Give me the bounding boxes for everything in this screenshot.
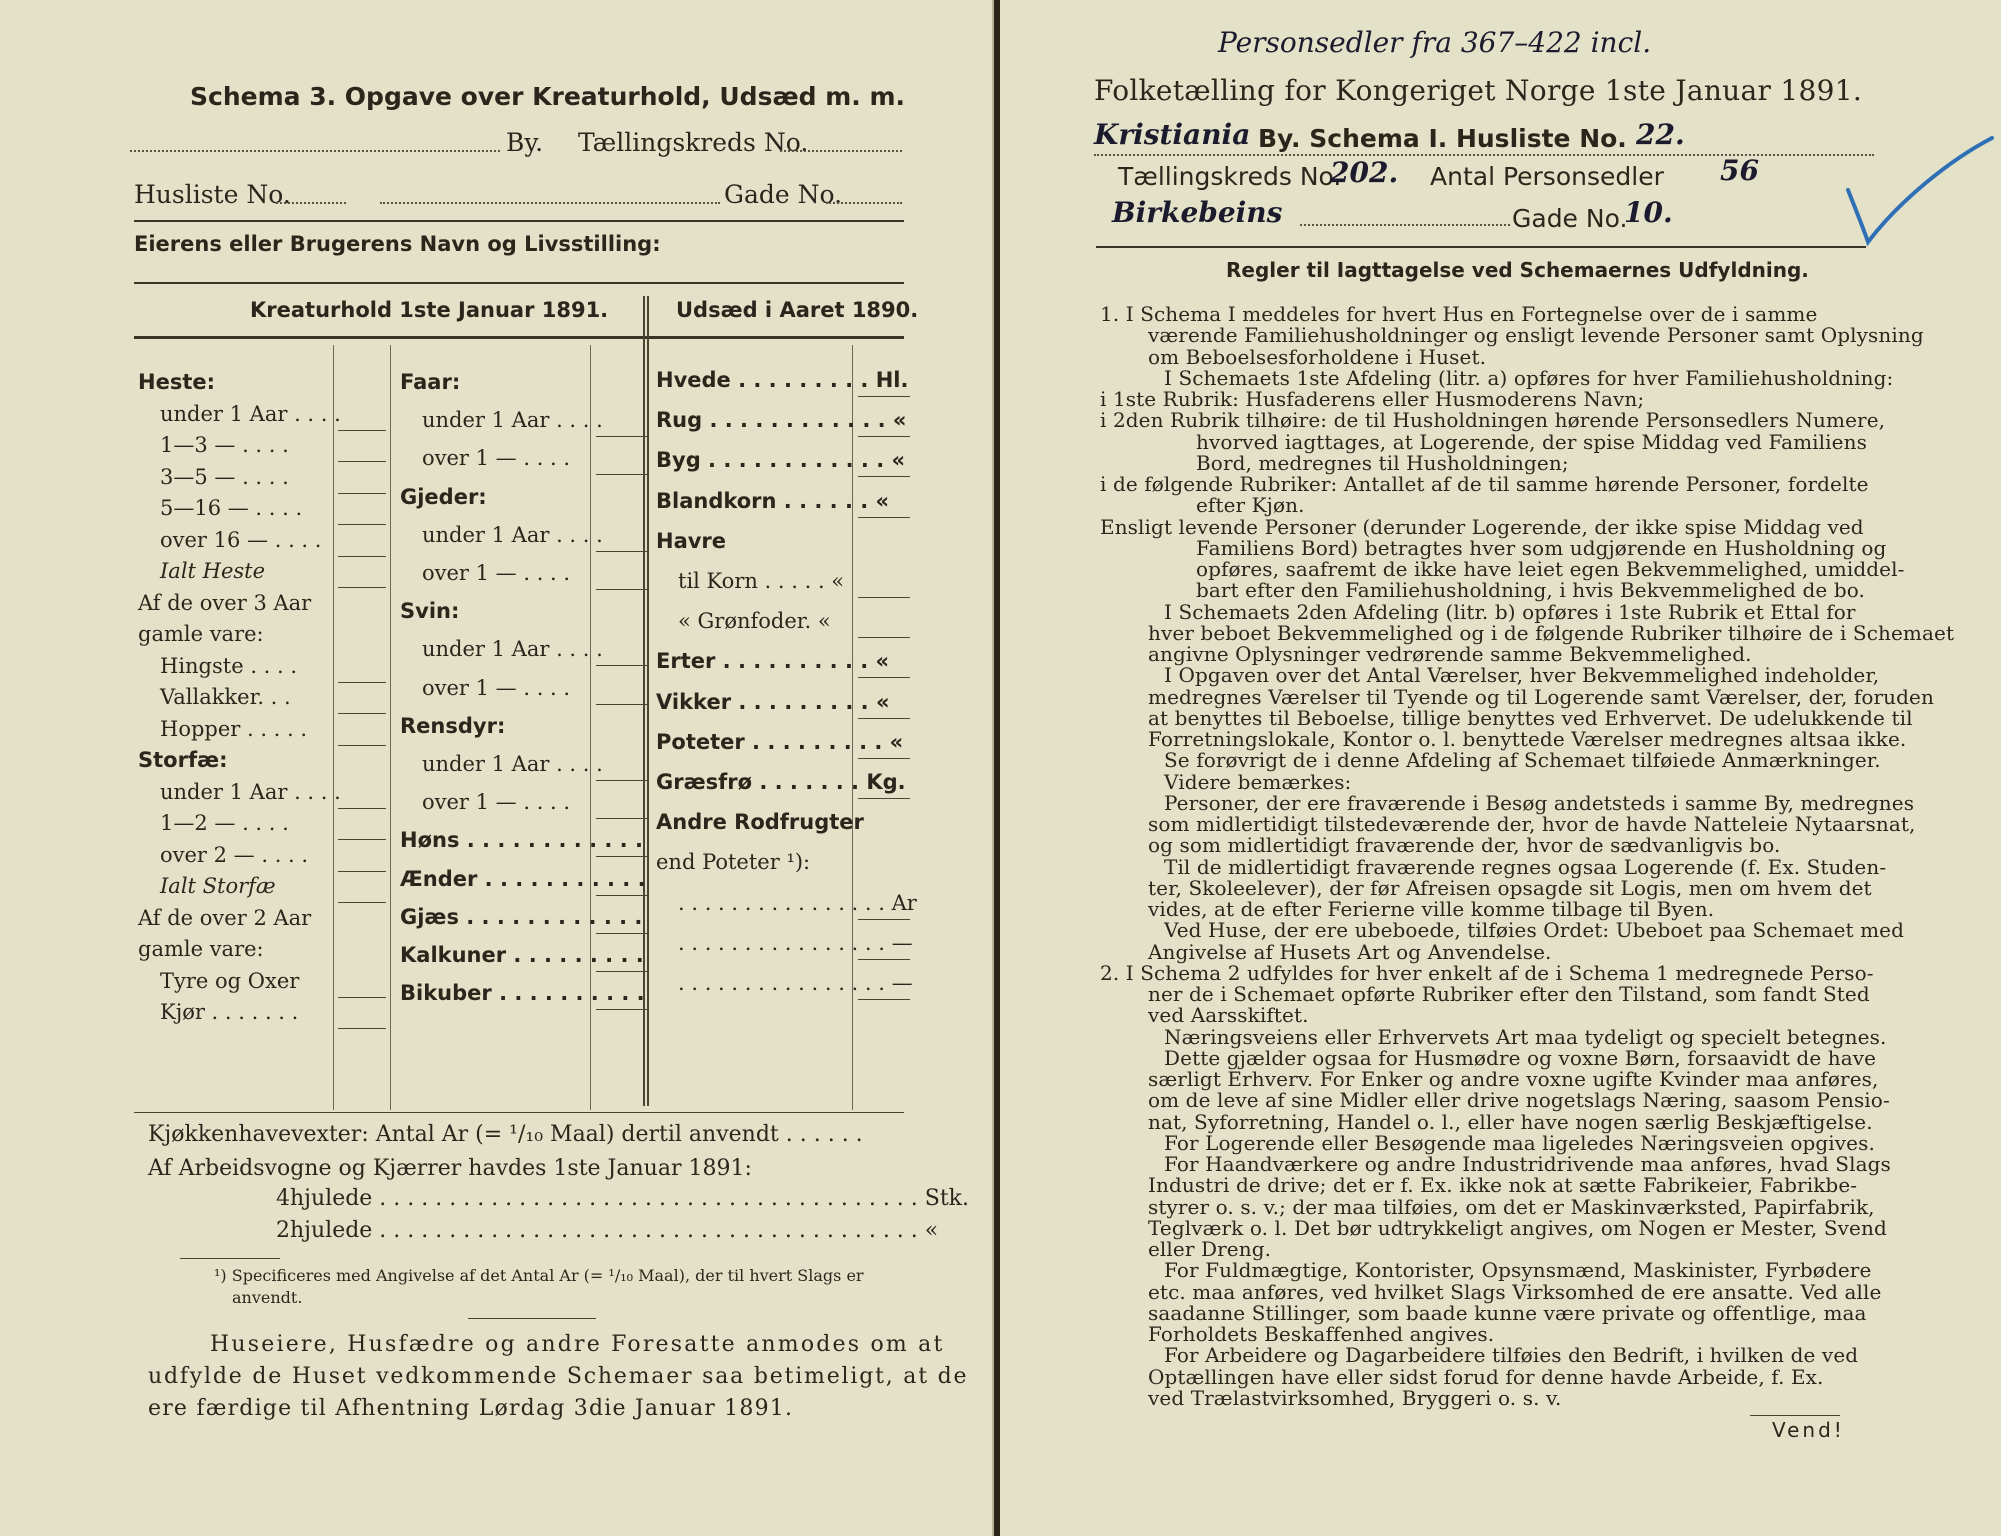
fill-in-blank[interactable]	[858, 798, 910, 799]
fill-in-blank[interactable]	[858, 637, 910, 638]
fill-in-blank[interactable]	[596, 665, 648, 666]
fill-in-blank[interactable]	[338, 493, 386, 494]
fill-in-blank[interactable]	[338, 524, 386, 525]
rule-line: om Beboelsesforholdene i Huset.	[1148, 344, 1487, 369]
fill-in-blank[interactable]	[596, 895, 648, 896]
table-row-label: 5—16 — . . . .	[160, 496, 303, 520]
rule-line: bart efter den Familiehusholdning, i hvis Bekvemmelighed de bo.	[1196, 578, 1865, 603]
footnote-line2: anvendt.	[232, 1288, 303, 1307]
fill-in-blank[interactable]	[338, 461, 386, 462]
gade-field-line	[826, 202, 902, 204]
table-row-label: . . . . . . . . . . . . . . . . —	[678, 930, 913, 955]
street-line	[1300, 224, 1510, 226]
gade-label: Gade No.	[724, 180, 843, 209]
rule-line: 1. I Schema I meddeles for hvert Hus en Fortegnelse over de i samme	[1100, 302, 1818, 326]
closing-line1: Huseiere, Husfædre og andre Foresatte anmodes om at	[210, 1332, 945, 1357]
rule-line: Optællingen have eller sidst forud for denne havde Arbeide, f. Ex.	[1148, 1364, 1824, 1389]
rule-line: angivne Oplysninger vedrørende samme Bekvemmelighed.	[1148, 642, 1752, 666]
table-row-label: Blandkorn . . . . . . «	[656, 488, 890, 513]
rule-line: For Haandværkere og andre Industridrivende maa anføres, hvad Slags	[1164, 1152, 1891, 1176]
rule-line: eller Dreng.	[1148, 1237, 1272, 1261]
table-row-label: over 2 — . . . .	[160, 842, 309, 867]
table-row-label: over 1 — . . . .	[422, 561, 571, 585]
rule-line: efter Kjøn.	[1196, 493, 1305, 518]
rule-line: særligt Erhverv. For Enker og andre voxne ugifte Kvinder maa anføres,	[1148, 1067, 1879, 1091]
rule-line: hvorved iagttages, at Logerende, der spise Middag ved Familiens	[1196, 429, 1867, 454]
table-row-label: « Grønfoder. «	[678, 609, 831, 634]
col1-value-right	[390, 345, 391, 1110]
table-row-label: Storfæ:	[138, 748, 228, 772]
fill-in-blank[interactable]	[338, 745, 386, 746]
fill-in-blank[interactable]	[338, 1028, 386, 1029]
table-row-label: Erter . . . . . . . . . . «	[656, 649, 890, 674]
table-row-label: Faar:	[400, 370, 461, 394]
table-row-label: under 1 Aar . . . .	[422, 408, 603, 433]
fill-in-blank[interactable]	[596, 856, 648, 857]
fill-in-blank[interactable]	[596, 474, 648, 475]
kreds-label: Tællingskreds No.	[578, 128, 809, 157]
rule-line: hver beboet Bekvemmelighed og i de følgende Rubriker tilhøire de i Schemaet	[1148, 620, 1955, 645]
fill-in-blank[interactable]	[338, 430, 386, 431]
fill-in-blank[interactable]	[596, 971, 648, 972]
table-row-label: over 16 — . . . .	[160, 527, 322, 552]
rule-line: saadanne Stillinger, som baade kunne være private og offentlige, maa	[1148, 1300, 1867, 1325]
by-schema-label: By. Schema I. Husliste No.	[1258, 124, 1627, 153]
table-row-label: Hingste . . . .	[160, 653, 298, 678]
table-row-label: Kalkuner . . . . . . . . .	[400, 943, 644, 967]
gade-no-handwritten: 10.	[1624, 196, 1673, 229]
closing-line3: ere færdige til Afhentning Lørdag 3die Januar 1891.	[148, 1396, 794, 1421]
table-row-label: Af de over 3 Aar	[138, 590, 312, 615]
fill-in-blank[interactable]	[338, 587, 386, 588]
fill-in-blank[interactable]	[858, 517, 910, 518]
kreds-no-handwritten: 202.	[1330, 156, 1399, 189]
table-row-label: Gjæs . . . . . . . . . . . .	[400, 904, 643, 929]
table-top-rule	[134, 282, 904, 284]
table-row-label: 1—3 — . . . .	[160, 433, 289, 457]
rule-line: For Arbeidere og Dagarbeidere tilføies den Bedrift, i hvilken de ved	[1164, 1343, 1859, 1368]
table-row-label: Hvede . . . . . . . . . Hl.	[656, 368, 909, 392]
schema3-title: Schema 3. Opgave over Kreaturhold, Udsæd m. m.	[190, 82, 906, 111]
rule-line: vides, at de efter Ferierne ville komme tilbage til Byen.	[1148, 897, 1715, 921]
table-row-label: Græsfrø . . . . . . . Kg.	[656, 770, 906, 794]
antal-label: Antal Personsedler	[1430, 162, 1664, 191]
table-header-rule	[134, 336, 904, 339]
rule-line: styrer o. s. v.; der maa tilføies, om det er Maskinværksted, Papirfabrik,	[1148, 1194, 1875, 1219]
table-row-label: under 1 Aar . . . .	[422, 522, 603, 547]
table-row-label: over 1 — . . . .	[422, 675, 571, 700]
fill-in-blank[interactable]	[338, 902, 386, 903]
rule-line: Videre bemærkes:	[1164, 769, 1352, 794]
husliste-no-handwritten: 22.	[1636, 118, 1685, 151]
table-row-label: Ialt Storfæ	[160, 874, 276, 898]
right-page	[1000, 0, 2001, 1536]
kjokken-line: Kjøkkenhavevexter: Antal Ar (= ¹/₁₀ Maal) dertil anvendt . . . . . .	[148, 1122, 863, 1147]
header-rule	[134, 220, 904, 222]
closing-line2: udfylde de Huset vedkommende Schemaer saa betimeligt, at de	[148, 1364, 969, 1389]
table-row-label: Høns . . . . . . . . . . . .	[400, 828, 643, 853]
rule-line: Forretningslokale, Kontor o. l. benyttede Værelser medregnes altsaa ikke.	[1148, 727, 1907, 751]
table-row-label: end Poteter ¹):	[656, 850, 811, 875]
handwritten-top-note: Personsedler fra 367–422 incl.	[1218, 26, 1652, 59]
husliste-field-line	[276, 202, 346, 204]
rule-line: opføres, saafremt de ikke have leiet egen Bekvemmelighed, umiddel-	[1196, 557, 1905, 581]
fill-in-blank[interactable]	[858, 476, 910, 477]
rule-line: Se forøvrigt de i denne Afdeling af Schemaet tilføiede Anmærkninger.	[1164, 748, 1881, 773]
table-row-label: under 1 Aar . . . .	[160, 779, 341, 804]
fill-in-blank[interactable]	[858, 436, 910, 437]
rule-line: Industri de drive; det er f. Ex. ikke nok at sætte Fabrikeier, Fabrikbe-	[1148, 1173, 1858, 1198]
by-label: By.	[506, 128, 544, 157]
table-row-label: gamle vare:	[138, 622, 264, 646]
rule-line: ter, Skoleelever), der før Afreisen opsagde sit Logis, men om hvem det	[1148, 875, 1872, 900]
table-row-label: Svin:	[400, 599, 460, 624]
footnote-rule	[180, 1258, 280, 1259]
census-title: Folketælling for Kongeriget Norge 1ste Januar 1891.	[1094, 74, 1863, 107]
table-row-label: under 1 Aar . . . .	[422, 637, 603, 662]
rule-line: Ved Huse, der ere ubeboede, tilføies Ordet: Ubeboet paa Schemaet med	[1164, 918, 1905, 943]
table-row-label: Heste:	[138, 370, 215, 394]
street-handwritten: Birkebeins	[1112, 196, 1283, 229]
rule-line: I Opgaven over det Antal Værelser, hver Bekvemmelighed indeholder,	[1164, 663, 1880, 688]
arbeidsvogne-line: Af Arbeidsvogne og Kjærrer havdes 1ste Januar 1891:	[148, 1156, 752, 1181]
fire-hjulede-line: 4hjulede . . . . . . . . . . . . . . . . . . . . . . . . . . . . . . . . . . . . . . . Stk.	[276, 1186, 970, 1211]
rule-line: i 1ste Rubrik: Husfaderens eller Husmoderens Navn;	[1100, 387, 1645, 411]
table-bottom-rule	[134, 1112, 904, 1113]
rule-line: i 2den Rubrik tilhøire: de til Husholdningen hørende Personsedlers Numere,	[1100, 408, 1886, 433]
table-row-label: Havre	[656, 528, 727, 553]
rule-line: og som midlertidigt fraværende der, hvor de sædvanligvis bo.	[1148, 833, 1781, 858]
fill-in-blank[interactable]	[858, 919, 910, 920]
rule-line: I Schemaets 2den Afdeling (litr. b) opføres i 1ste Rubrik et Ettal for	[1164, 599, 1856, 624]
rule-line: Familiens Bord) betragtes hver som udgjørende en Husholdning og	[1196, 535, 1887, 560]
table-row-label: Vallakker. . .	[160, 685, 291, 709]
fill-in-blank[interactable]	[338, 682, 386, 683]
vend-label: Vend!	[1772, 1418, 1845, 1442]
rule-line: Personer, der ere fraværende i Besøg andetsteds i samme By, medregnes	[1164, 790, 1915, 815]
header-rule	[1096, 246, 1866, 248]
table-row-label: Rug . . . . . . . . . . . . «	[656, 408, 907, 433]
rule-line: Angivelse af Husets Art og Anvendelse.	[1148, 939, 1552, 964]
kreds-field-line	[780, 150, 902, 152]
table-row-label: Byg . . . . . . . . . . . . «	[656, 448, 906, 473]
table-row-label: Rensdyr:	[400, 713, 506, 738]
rule-line: værende Familiehusholdninger og ensligt levende Personer samt Oplysning	[1148, 323, 1924, 348]
rule-line: i de følgende Rubriker: Antallet af de til samme hørende Personer, fordelte	[1100, 472, 1869, 496]
table-row-label: Ænder . . . . . . . . . . .	[400, 866, 646, 891]
left-page	[0, 0, 994, 1536]
table-row-label: Kjør . . . . . . .	[160, 1000, 299, 1024]
fill-in-blank[interactable]	[338, 839, 386, 840]
rule-line: Bord, medregnes til Husholdningen;	[1196, 450, 1569, 475]
table-row-label: Ialt Heste	[160, 559, 266, 583]
rule-line: om de leve af sine Midler eller drive nogetslags Næring, saasom Pensio-	[1148, 1088, 1890, 1113]
table-row-label: . . . . . . . . . . . . . . . . Ar	[678, 890, 917, 915]
rule-line: ved Trælastvirksomhed, Bryggeri o. s. v.	[1148, 1385, 1562, 1410]
rule-line: etc. maa anføres, ved hvilket Slags Virksomhed de ere ansatte. Ved alle	[1148, 1279, 1882, 1304]
fill-in-blank[interactable]	[858, 959, 910, 960]
rule-line: Til de midlertidigt fraværende regnes ogsaa Logerende (f. Ex. Studen-	[1164, 854, 1887, 879]
by-field-line	[130, 150, 500, 152]
fill-in-blank[interactable]	[338, 556, 386, 557]
rule-line: ved Aarsskiftet.	[1148, 1003, 1309, 1028]
rules-title: Regler til Iagttagelse ved Schemaernes Udfyldning.	[1226, 258, 1809, 282]
fill-in-blank[interactable]	[858, 396, 910, 397]
table-row-label: gamle vare:	[138, 937, 264, 961]
section-divider-double	[647, 296, 649, 1106]
rule-line: For Fuldmægtige, Kontorister, Opsynsmænd, Maskinister, Fyrbødere	[1164, 1258, 1872, 1283]
table-row-label: Bikuber . . . . . . . . . .	[400, 981, 645, 1006]
fill-in-blank[interactable]	[596, 436, 648, 437]
fill-in-blank[interactable]	[338, 871, 386, 872]
fill-in-blank[interactable]	[596, 933, 648, 934]
fill-in-blank[interactable]	[858, 999, 910, 1000]
fill-in-blank[interactable]	[858, 718, 910, 719]
rule-line: I Schemaets 1ste Afdeling (litr. a) opføres for hver Familiehusholdning:	[1164, 365, 1894, 390]
antal-no-handwritten: 56	[1720, 154, 1759, 187]
fill-in-blank[interactable]	[338, 997, 386, 998]
fill-in-blank[interactable]	[596, 704, 648, 705]
gade-label: Gade No.	[1512, 204, 1628, 233]
fill-in-blank[interactable]	[596, 818, 648, 819]
checkmark-icon	[1840, 130, 2000, 260]
rule-line: Ensligt levende Personer (derunder Logerende, der ikke spise Middag ved	[1100, 514, 1864, 539]
table-row-label: . . . . . . . . . . . . . . . . —	[678, 971, 913, 995]
table-row-label: Poteter . . . . . . . . . «	[656, 729, 904, 754]
rule-line: som midlertidigt tilstedeværende der, hvor de havde Natteleie Nytaarsnat,	[1148, 812, 1916, 836]
owner-label: Eierens eller Brugerens Navn og Livsstilling:	[134, 232, 661, 256]
footnote-line1: ¹) Specificeres med Angivelse af det Antal Ar (= ¹/₁₀ Maal), der til hvert Slags er	[214, 1266, 864, 1285]
col1-value-left	[333, 345, 334, 1110]
table-row-label: Andre Rodfrugter	[656, 810, 864, 835]
fill-in-blank[interactable]	[858, 758, 910, 759]
table-row-label: under 1 Aar . . . .	[422, 752, 603, 776]
to-hjulede-line: 2hjulede . . . . . . . . . . . . . . . . . . . . . . . . . . . . . . . . . . . . . . . «	[276, 1218, 939, 1243]
city-handwritten: Kristiania	[1094, 118, 1251, 151]
kreds-label: Tællingskreds No.	[1118, 162, 1342, 191]
udsaed-header: Udsæd i Aaret 1890.	[676, 298, 919, 322]
table-row-label: Hopper . . . . .	[160, 716, 308, 741]
table-row-label: over 1 — . . . .	[422, 446, 571, 471]
fill-in-blank[interactable]	[596, 551, 648, 552]
husliste-label: Husliste No.	[134, 180, 291, 209]
fill-in-blank[interactable]	[858, 597, 910, 598]
rule-line: at benyttes til Beboelse, tillige benyttes ved Erhvervet. De udelukkende til	[1148, 705, 1913, 730]
fill-in-blank[interactable]	[858, 677, 910, 678]
closing-rule	[468, 1318, 596, 1319]
table-row-label: Gjeder:	[400, 484, 487, 509]
rule-line: Forholdets Beskaffenhed angives.	[1148, 1322, 1495, 1346]
rule-line: medregnes Værelser til Tyende og til Logerende samt Værelser, der, foruden	[1148, 684, 1934, 709]
gade-name-line	[380, 202, 720, 204]
rule-line: 2. I Schema 2 udfyldes for hver enkelt af de i Schema 1 medregnede Perso-	[1100, 960, 1874, 985]
table-row-label: 1—2 — . . . .	[160, 811, 289, 835]
fill-in-blank[interactable]	[596, 780, 648, 781]
table-row-label: under 1 Aar . . . .	[160, 401, 341, 426]
rule-line: Næringsveiens eller Erhvervets Art maa tydeligt og specielt betegnes.	[1164, 1024, 1887, 1049]
table-row-label: over 1 — . . . .	[422, 790, 571, 815]
rule-line: Teglværk o. l. Det bør udtrykkeligt angives, om Nogen er Mester, Svend	[1148, 1215, 1887, 1240]
fill-in-blank[interactable]	[338, 713, 386, 714]
table-row-label: 3—5 — . . . .	[160, 464, 289, 489]
table-row-label: Vikker . . . . . . . . . «	[656, 689, 890, 714]
rule-line: Dette gjælder ogsaa for Husmødre og voxne Børn, forsaavidt de have	[1164, 1045, 1877, 1070]
table-row-label: Tyre og Oxer	[160, 968, 300, 993]
rule-line: ner de i Schemaet opførte Rubriker efter den Tilstand, som fandt Sted	[1148, 982, 1870, 1006]
vend-rule	[1750, 1415, 1840, 1416]
rule-line: nat, Syforretning, Handel o. l., eller have nogen særlig Beskjæftigelse.	[1148, 1109, 1873, 1134]
table-row-label: Af de over 2 Aar	[138, 905, 312, 930]
kreatur-header: Kreaturhold 1ste Januar 1891.	[250, 298, 609, 322]
table-row-label: til Korn . . . . . «	[678, 569, 845, 593]
fill-in-blank[interactable]	[596, 589, 648, 590]
rule-line: For Logerende eller Besøgende maa ligeledes Næringsveien opgives.	[1164, 1130, 1875, 1155]
fill-in-blank[interactable]	[596, 1009, 648, 1010]
fill-in-blank[interactable]	[338, 808, 386, 809]
